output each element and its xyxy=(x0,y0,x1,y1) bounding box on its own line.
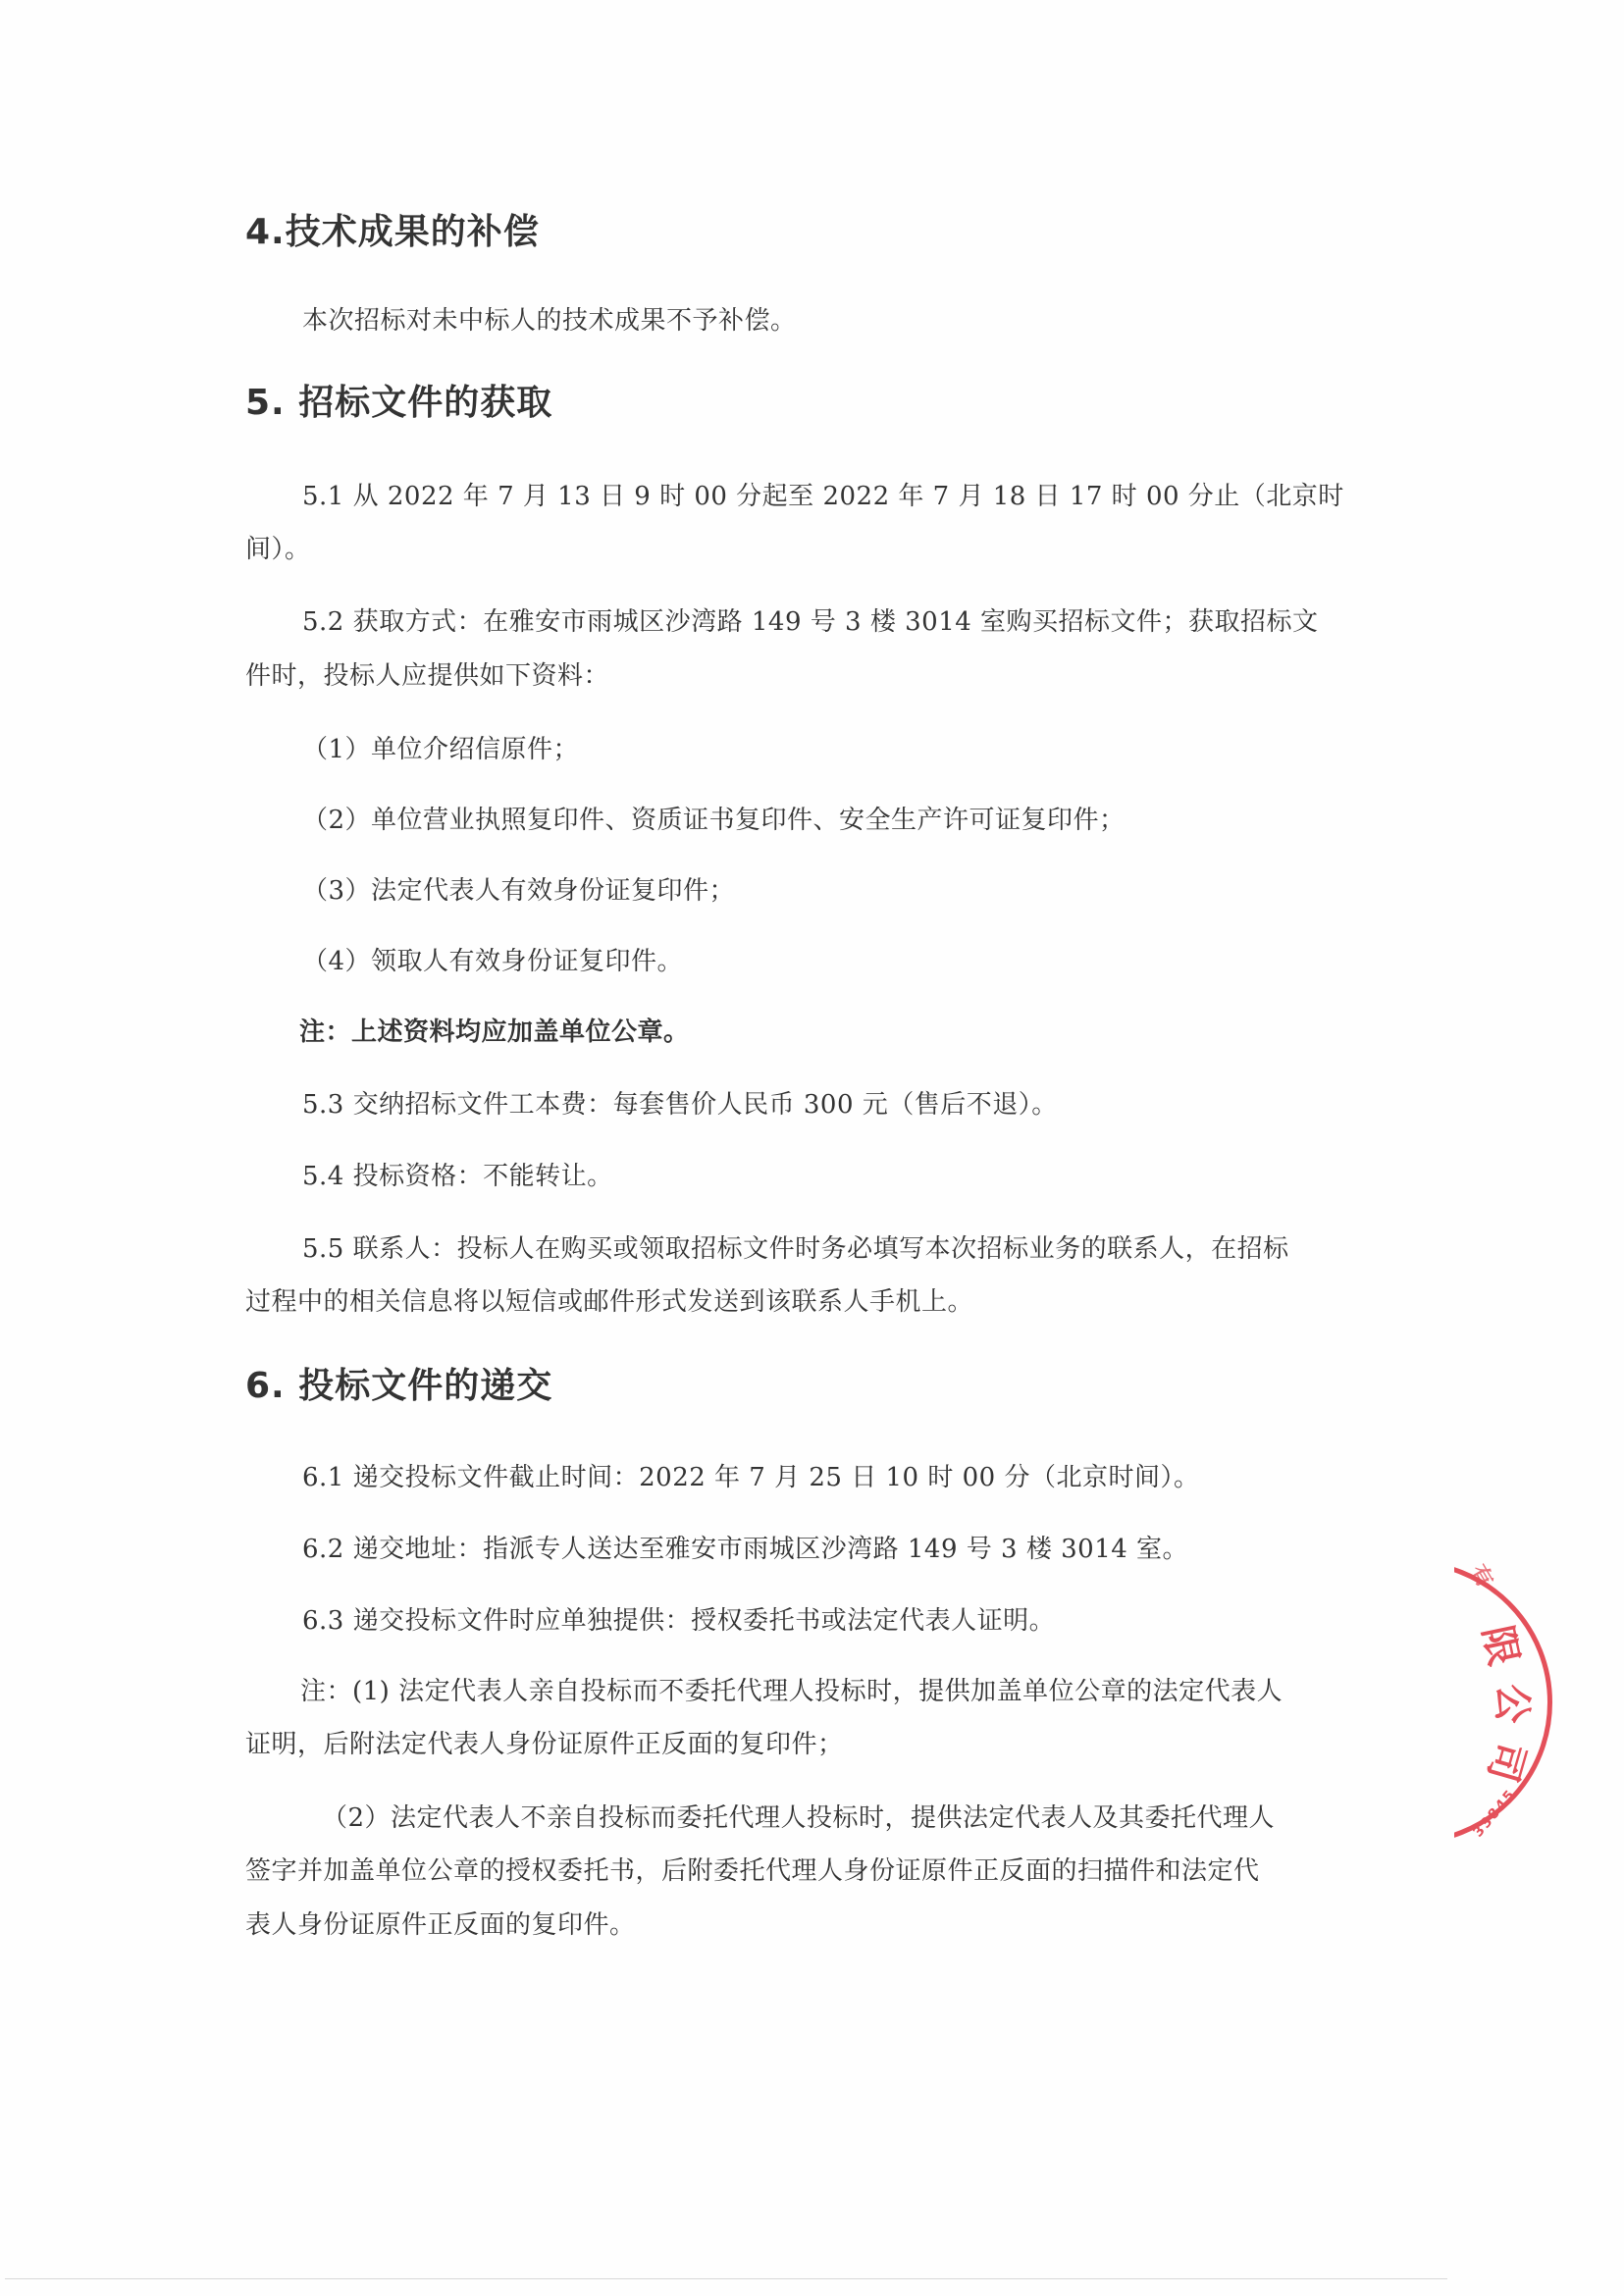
paragraph-5-1-line-2: 间）。 xyxy=(245,535,311,564)
seal-char-3: 司 xyxy=(1479,1736,1534,1788)
seal-char-1: 限 xyxy=(1473,1621,1527,1670)
scan-edge-line xyxy=(5,2278,1447,2279)
list-item-1: （1）单位介绍信原件； xyxy=(302,735,580,764)
paragraph-6-2: 6.2 递交地址：指派专人送达至雅安市雨城区沙湾路 149 号 3 楼 3014 室。 xyxy=(302,1535,1189,1564)
paragraph-5-5-line-2: 过程中的相关信息将以短信或邮件形式发送到该联系人手机上。 xyxy=(245,1287,974,1317)
paragraph-5-2-line-1: 5.2 获取方式：在雅安市雨城区沙湾路 149 号 3 楼 3014 室购买招标文件；获取招标文 xyxy=(302,607,1319,637)
section-4-heading: 4.技术成果的补偿 xyxy=(245,212,540,252)
company-seal xyxy=(1454,1560,1624,1854)
list-item-2: （2）单位营业执照复印件、资质证书复印件、安全生产许可证复印件； xyxy=(302,806,1126,835)
list-item-3: （3）法定代表人有效身份证复印件； xyxy=(302,876,736,906)
note-2-line-2: 签字并加盖单位公章的授权委托书，后附委托代理人身份证原件正反面的扫描件和法定代 xyxy=(245,1856,1260,1886)
note-1-line-2: 证明，后附法定代表人身份证原件正反面的复印件； xyxy=(245,1730,844,1759)
seal-serial-number: 33845 xyxy=(1470,1786,1520,1841)
section-4-paragraph: 本次招标对未中标人的技术成果不予补偿。 xyxy=(302,306,797,336)
paragraph-5-2-line-2: 件时，投标人应提供如下资料： xyxy=(245,661,610,691)
section-6-heading: 6. 投标文件的递交 xyxy=(245,1366,553,1406)
section-5-heading: 5. 招标文件的获取 xyxy=(245,383,553,423)
paragraph-5-5-line-1: 5.5 联系人：投标人在购买或领取招标文件时务必填写本次招标业务的联系人，在招标 xyxy=(302,1234,1289,1264)
seal-char-2: 公 xyxy=(1488,1683,1536,1725)
note-1-line-1: 注：(1) 法定代表人亲自投标而不委托代理人投标时，提供加盖单位公章的法定代表人 xyxy=(300,1677,1283,1706)
paragraph-6-1: 6.1 递交投标文件截止时间：2022 年 7 月 25 日 10 时 00 分（北京时间）。 xyxy=(302,1463,1200,1492)
seal-char-partial: 有 xyxy=(1464,1560,1497,1592)
paragraph-5-3: 5.3 交纳招标文件工本费：每套售价人民币 300 元（售后不退）。 xyxy=(302,1090,1058,1120)
paragraph-6-3: 6.3 递交投标文件时应单独提供：授权委托书或法定代表人证明。 xyxy=(302,1606,1056,1636)
materials-note: 注：上述资料均应加盖单位公章。 xyxy=(299,1018,690,1047)
list-item-4: （4）领取人有效身份证复印件。 xyxy=(302,947,684,976)
paragraph-5-4: 5.4 投标资格：不能转让。 xyxy=(302,1162,613,1191)
note-2-line-3: 表人身份证原件正反面的复印件。 xyxy=(245,1910,636,1940)
paragraph-5-1-line-1: 5.1 从 2022 年 7 月 13 日 9 时 00 分起至 2022 年 7 月 18 日 17 时 00 分止（北京时 xyxy=(302,482,1344,511)
note-2-line-1: （2）法定代表人不亲自投标而委托代理人投标时，提供法定代表人及其委托代理人 xyxy=(322,1803,1276,1833)
